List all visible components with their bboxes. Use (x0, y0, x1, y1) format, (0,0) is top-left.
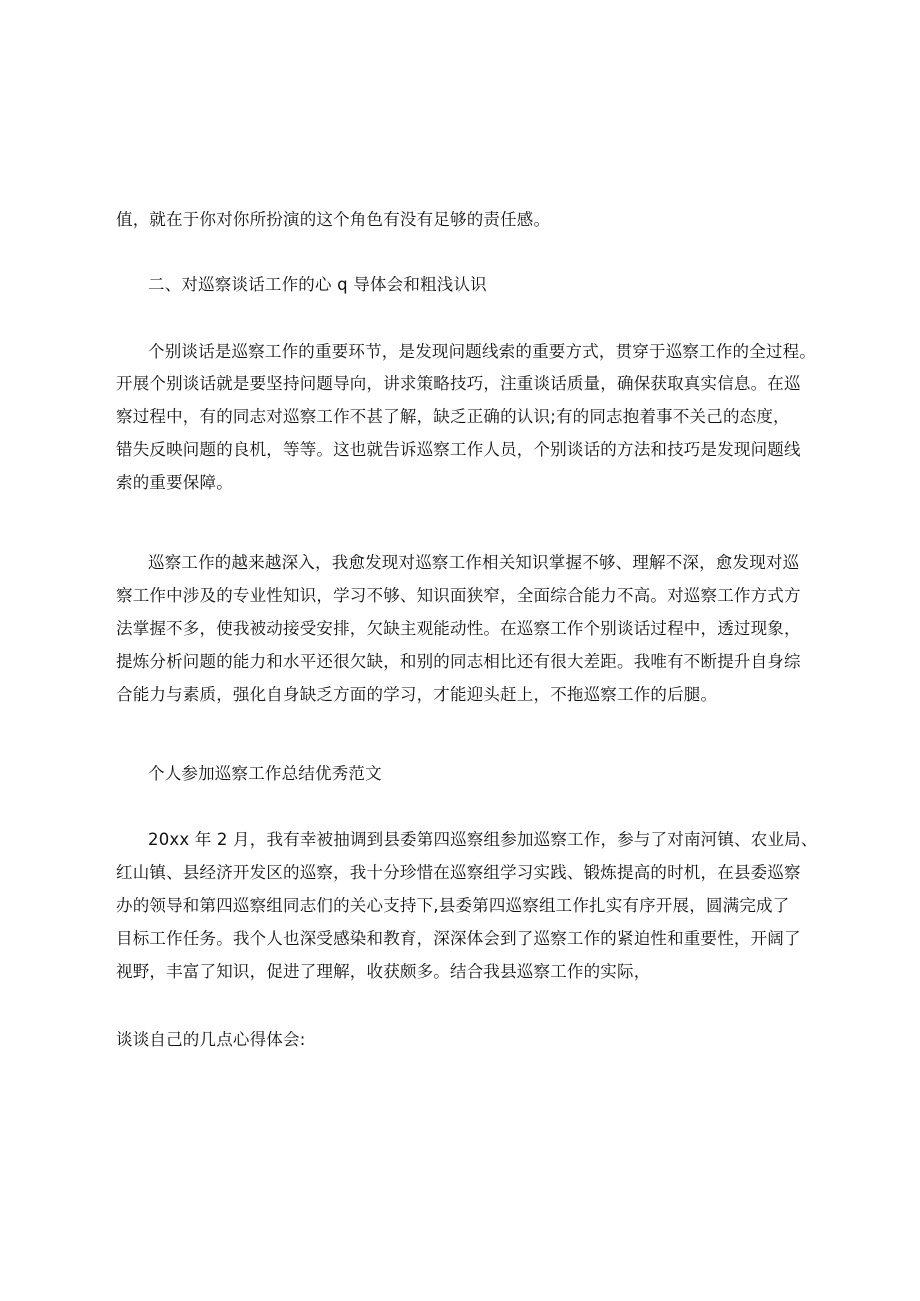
paragraph-2-line-5: 合能力与素质，强化自身缺乏方面的学习，才能迎头赶上，不拖巡察工作的后腿。 (116, 685, 718, 704)
paragraph-2-line-4: 提炼分析问题的能力和水平还很欠缺，和别的同志相比还有很大差距。我唯有不断提升自身综 (116, 652, 801, 671)
paragraph-1-line-3: 察过程中，有的同志对巡察工作不甚了解，缺乏正确的认识;有的同志抱着事不关己的态度， (116, 407, 790, 426)
closing-line: 谈谈自己的几点心得体会: (116, 1030, 306, 1049)
paragraph-3-line-3: 办的领导和第四巡察组同志们的关心支持下,县委第四巡察组工作扎实有序开展，圆满完成了 (116, 896, 790, 915)
paragraph-3-line-5: 视野，丰富了知识，促进了理解，收获颇多。结合我县巡察工作的实际， (116, 962, 651, 981)
paragraph-2-line-3: 法掌握不多，使我被动接受安排，欠缺主观能动性。在巡察工作个别谈话过程中，透过现象， (116, 619, 801, 638)
paragraph-1-line-2: 开展个别谈话就是要坚持问题导向，讲求策略技巧，注重谈话质量，确保获取真实信息。在巡 (116, 374, 801, 393)
paragraph-1-line-5: 索的重要保障。 (116, 473, 233, 492)
paragraph-3-line-1: 20xx 年 2 月，我有幸被抽调到县委第四巡察组参加巡察工作，参与了对南河镇、农业局、 (148, 830, 818, 849)
paragraph-1-line-4: 错失反映问题的良机，等等。这也就告诉巡察工作人员，个别谈话的方法和技巧是发现问题线 (116, 440, 801, 459)
article-title: 个人参加巡察工作总结优秀范文 (148, 764, 382, 783)
paragraph-3-line-2: 红山镇、县经济开发区的巡察，我十分珍惜在巡察组学习实践、锻炼提高的时机，在县委巡察 (116, 863, 801, 882)
paragraph-3-line-4: 目标工作任务。我个人也深受感染和教育，深深体会到了巡察工作的紧迫性和重要性，开阔了 (116, 929, 801, 948)
section-heading: 二、对巡察谈话工作的心 q 导体会和粗浅认识 (148, 275, 487, 294)
paragraph-2-line-2: 察工作中涉及的专业性知识，学习不够、知识面狭窄，全面综合能力不高。对巡察工作方式方 (116, 586, 801, 605)
paragraph-2-line-1: 巡察工作的越来越深入，我愈发现对巡察工作相关知识掌握不够、理解不深，愈发现对巡 (148, 553, 800, 572)
paragraph-continuation-line: 值，就在于你对你所扮演的这个角色有没有足够的责任感。 (116, 210, 551, 229)
paragraph-1-line-1: 个别谈话是巡察工作的重要环节，是发现问题线索的重要方式，贯穿于巡察工作的全过程。 (148, 342, 816, 361)
